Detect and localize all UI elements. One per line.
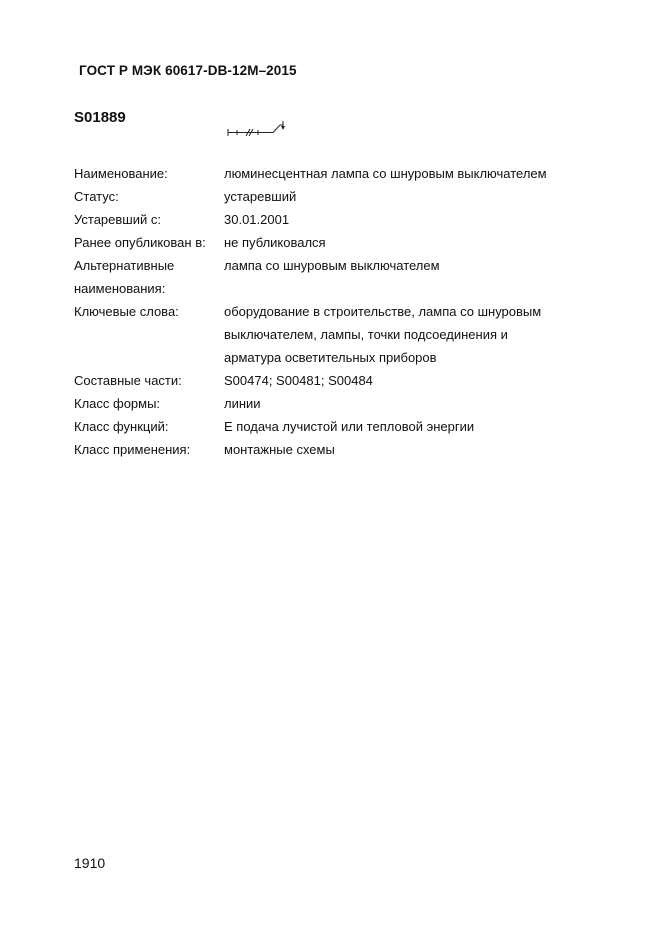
document-standard-title: ГОСТ Р МЭК 60617-DB-12M–2015 — [79, 63, 297, 78]
attribute-label: Статус: — [74, 189, 119, 204]
attribute-value-line: выключателем, лампы, точки подсоединения и — [224, 327, 508, 342]
fluorescent-lamp-switch-symbol-icon — [225, 120, 295, 140]
symbol-code: S01889 — [74, 109, 126, 126]
attribute-value-line: линии — [224, 396, 261, 411]
attribute-label: Класс формы: — [74, 396, 161, 411]
attribute-value — [224, 254, 584, 300]
page-number: 1910 — [74, 855, 106, 871]
attribute-row-components — [74, 369, 584, 392]
attribute-label: Класс функций: — [74, 419, 169, 434]
attribute-row-name — [74, 162, 584, 185]
attribute-value-line: Е подача лучистой или тепловой энергии — [224, 419, 475, 434]
attribute-value — [224, 438, 584, 461]
attribute-value — [224, 415, 584, 438]
attribute-row-keywords — [74, 300, 584, 369]
attribute-value — [224, 185, 584, 208]
attribute-value-line: S00474; S00481; S00484 — [224, 373, 373, 388]
attribute-label-line: Альтернативные — [74, 258, 175, 273]
attribute-value — [224, 231, 584, 254]
attribute-value — [224, 162, 584, 185]
attribute-value-line: устаревший — [224, 189, 297, 204]
attribute-label: Составные части: — [74, 373, 182, 388]
attribute-label: Наименование: — [74, 166, 168, 181]
attribute-value — [224, 369, 584, 392]
attribute-value — [224, 392, 584, 415]
attribute-row-status — [74, 185, 584, 208]
attribute-label — [74, 254, 224, 300]
attribute-value-line: не публиковался — [224, 235, 326, 250]
symbol-attributes-table — [74, 162, 584, 461]
attribute-row-alternative-names — [74, 254, 584, 300]
attribute-label: Ранее опубликован в: — [74, 235, 206, 250]
attribute-row-function-class — [74, 415, 584, 438]
attribute-label: Ключевые слова: — [74, 304, 179, 319]
attribute-value-line: арматура осветительных приборов — [224, 350, 437, 365]
attribute-label: Класс применения: — [74, 442, 191, 457]
attribute-value — [224, 300, 584, 369]
attribute-value-line: лампа со шнуровым выключателем — [224, 258, 440, 273]
attribute-row-application-class — [74, 438, 584, 461]
attribute-value-line: люминесцентная лампа со шнуровым выключателем — [224, 166, 547, 181]
attribute-value-line: 30.01.2001 — [224, 212, 290, 227]
attribute-row-shape-class — [74, 392, 584, 415]
attribute-label: Устаревший с: — [74, 212, 161, 227]
attribute-row-previously-published — [74, 231, 584, 254]
attribute-value-line: монтажные схемы — [224, 442, 335, 457]
attribute-value — [224, 208, 584, 231]
attribute-value-line: оборудование в строительстве, лампа со шнуровым — [224, 304, 542, 319]
attribute-row-obsolete-since — [74, 208, 584, 231]
attribute-label-line: наименования: — [74, 281, 166, 296]
